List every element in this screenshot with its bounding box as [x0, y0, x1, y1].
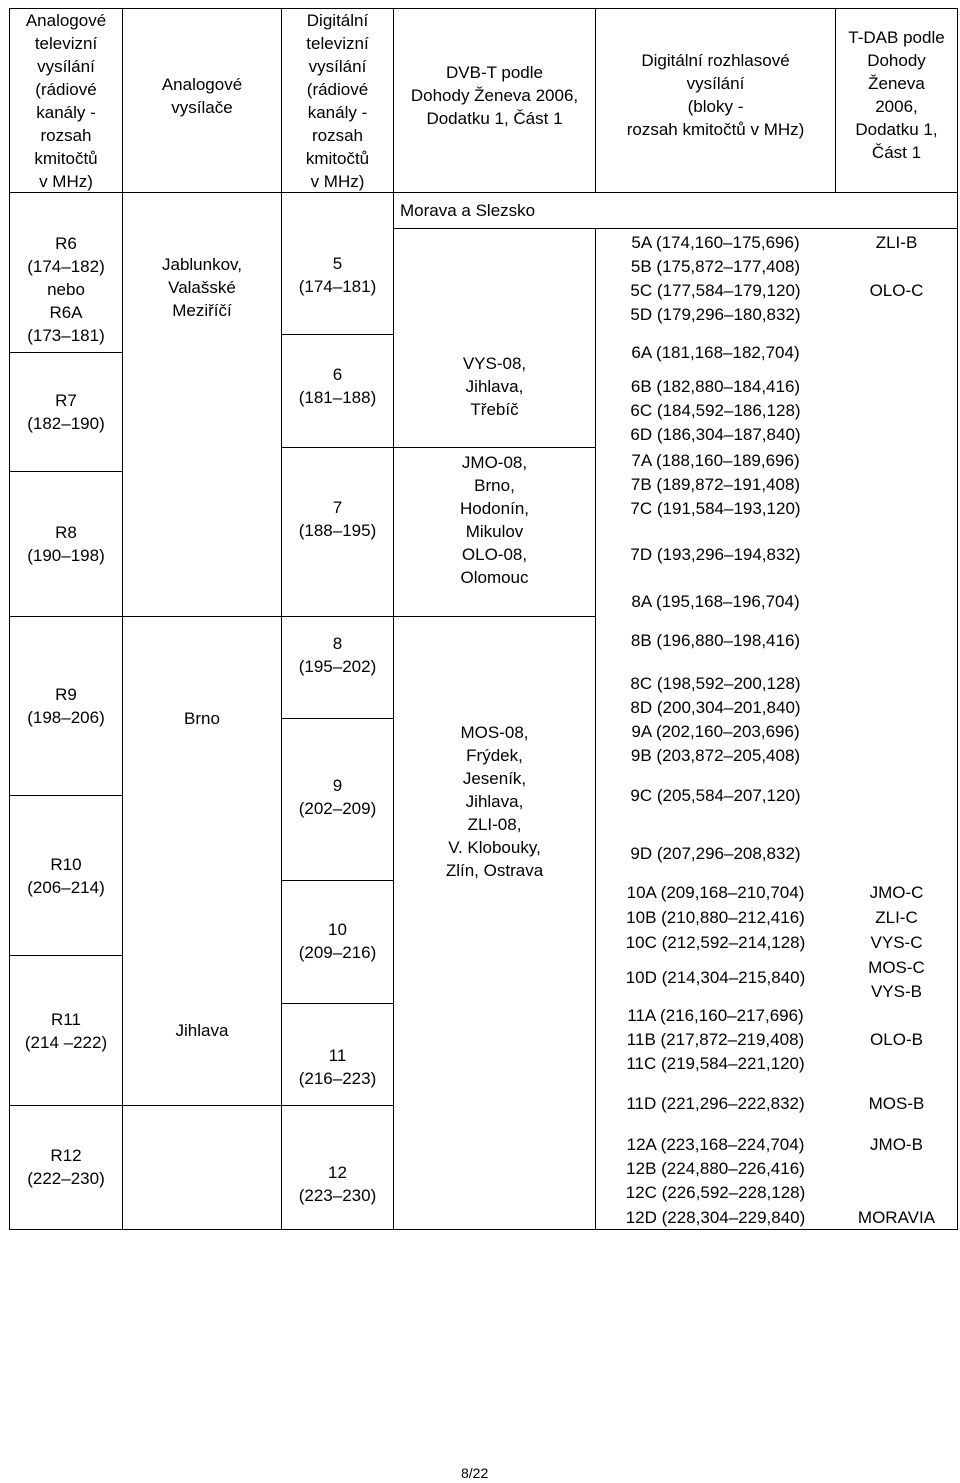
block-range: 9C (205,584–207,120)	[630, 786, 801, 805]
block-range: 5C (177,584–179,120)	[630, 281, 801, 300]
tdab-allotment: ZLI-C	[875, 908, 918, 927]
analog-channel: R8 (190–198)	[27, 523, 105, 565]
tdab-allotment: MOS-B	[868, 1094, 925, 1113]
digital-channel: 11 (216–223)	[298, 1046, 377, 1088]
tdab-allotment: JMO-B	[870, 1135, 923, 1154]
analog-channel: R6 (174–182) nebo R6A (173–181)	[27, 233, 105, 345]
tdab-allotment: MOS-C VYS-B	[868, 958, 925, 1001]
block-range: 12D (228,304–229,840)	[625, 1208, 806, 1227]
digital-channel: 5 (174–181)	[298, 254, 377, 296]
block-range: 8D (200,304–201,840)	[630, 698, 801, 717]
block-range: 7D (193,296–194,832)	[630, 545, 801, 564]
tdab-allotment: OLO-C	[869, 281, 924, 300]
block-range: 7C (191,584–193,120)	[630, 499, 801, 518]
block-range: 10D (214,304–215,840)	[625, 968, 806, 987]
header-digital-tv: Digitální televizní vysílání (rádiové kanály - rozsah kmitočtů v MHz)	[305, 11, 370, 191]
block-range: 8C (198,592–200,128)	[630, 674, 801, 693]
digital-channel: 9 (202–209)	[298, 776, 377, 818]
header-analog-tv: Analogové televizní vysílání (rádiové kanály - rozsah kmitočtů v MHz)	[25, 11, 107, 191]
block-range: 5A (174,160–175,696)	[631, 233, 800, 252]
analog-channel: R11 (214 –222)	[24, 1009, 108, 1052]
block-range: 9D (207,296–208,832)	[630, 844, 801, 863]
header-dvbt: DVB-T podle Dohody Ženeva 2006, Dodatku 1, Část 1	[410, 62, 579, 128]
analog-channel: R7 (182–190)	[27, 391, 105, 433]
block-range: 6B (182,880–184,416)	[630, 377, 801, 396]
block-range: 11A (216,160–217,696)	[627, 1006, 804, 1025]
analog-channel: R12 (222–230)	[27, 1146, 105, 1188]
tdab-allotment: ZLI-B	[875, 233, 918, 252]
tdab-allotment: VYS-C	[870, 933, 923, 952]
block-range: 6A (181,168–182,704)	[631, 343, 800, 362]
header-digital-radio: Digitální rozhlasové vysílání (bloky - rozsah kmitočtů v MHz)	[626, 51, 805, 139]
block-range: 6C (184,592–186,128)	[630, 401, 801, 420]
block-range: 10A (209,168–210,704)	[626, 883, 805, 902]
transmitter: Jablunkov, Valašské Meziříčí	[161, 254, 242, 320]
dvbt-allotment: VYS-08, Jihlava, Třebíč	[462, 353, 527, 419]
analog-channel: R9 (198–206)	[27, 685, 105, 727]
block-range: 12B (224,880–226,416)	[626, 1159, 805, 1178]
digital-channel: 10 (209–216)	[298, 920, 377, 962]
block-range: 11C (219,584–221,120)	[626, 1054, 805, 1073]
page-number: 8/22	[461, 1465, 489, 1481]
block-range: 8A (195,168–196,704)	[631, 592, 800, 611]
block-range: 6D (186,304–187,840)	[630, 425, 801, 444]
block-range: 10B (210,880–212,416)	[626, 908, 805, 927]
dvbt-allotment: MOS-08, Frýdek, Jeseník, Jihlava, ZLI-08, V. Klobouky, Zlín, Ostrava	[445, 722, 544, 880]
transmitter: Brno	[184, 708, 220, 728]
block-range: 5D (179,296–180,832)	[630, 305, 801, 324]
block-range: 8B (196,880–198,416)	[630, 631, 801, 650]
region-label: Morava a Slezsko	[400, 201, 536, 220]
transmitter: Jihlava	[175, 1020, 229, 1040]
tdab-allotment: JMO-C	[869, 883, 924, 902]
block-range: 7B (189,872–191,408)	[630, 475, 801, 494]
block-range: 5B (175,872–177,408)	[630, 257, 801, 276]
block-range: 10C (212,592–214,128)	[625, 933, 806, 952]
block-range: 11B (217,872–219,408)	[626, 1030, 805, 1049]
block-range: 12C (226,592–228,128)	[625, 1183, 806, 1202]
digital-channel: 12 (223–230)	[298, 1163, 377, 1205]
block-range: 12A (223,168–224,704)	[626, 1135, 805, 1154]
digital-channel: 6 (181–188)	[298, 365, 377, 407]
dvbt-allotment: JMO-08, Brno, Hodonín, Mikulov OLO-08, Olomouc	[460, 453, 529, 587]
digital-channel: 7 (188–195)	[298, 498, 377, 540]
header-tdab: T-DAB podle Dohody Ženeva 2006, Dodatku 1, Část 1	[848, 28, 945, 162]
block-range: 11D (221,296–222,832)	[626, 1094, 805, 1113]
tdab-allotment: MORAVIA	[857, 1208, 936, 1227]
tdab-allotment: OLO-B	[870, 1030, 923, 1049]
block-range: 9A (202,160–203,696)	[631, 722, 800, 741]
block-range: 9B (203,872–205,408)	[630, 746, 801, 765]
header-analog-transmitters: Analogové vysílače	[161, 75, 243, 117]
analog-channel: R10 (206–214)	[27, 854, 105, 897]
block-range: 7A (188,160–189,696)	[631, 451, 800, 470]
digital-channel: 8 (195–202)	[298, 634, 377, 676]
